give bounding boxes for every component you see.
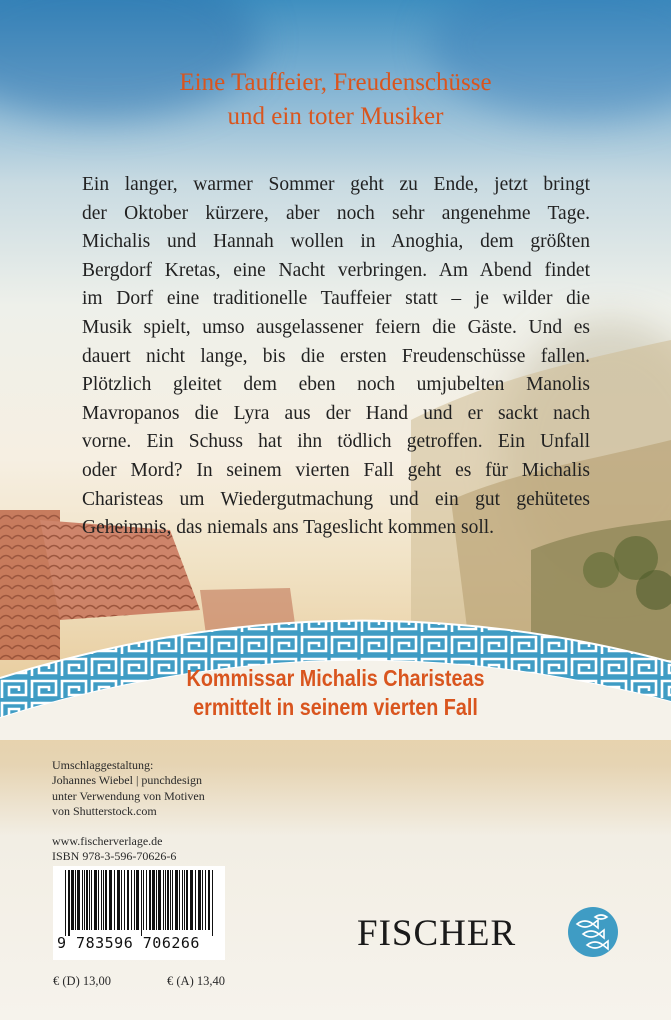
barcode-bar <box>190 870 193 930</box>
blurb-line: Mavropanos die Lyra aus der Hand und er sackt nach <box>82 402 590 424</box>
barcode-bar <box>179 870 180 930</box>
barcode-bar <box>75 870 76 930</box>
blurb-line: Musik spielt, umso ausgelassener feiern die Gäste. Und es <box>82 316 590 338</box>
barcode-bar <box>77 870 80 930</box>
barcode-bar <box>186 870 188 930</box>
barcode-bar <box>109 870 112 930</box>
barcode-bar <box>184 870 185 930</box>
barcode-bar <box>158 870 161 930</box>
fish-logo-icon <box>567 906 619 958</box>
barcode-bar <box>89 870 90 930</box>
blurb-line: dauert nicht lange, bis die ersten Freudenschüsse fallen. <box>82 345 590 367</box>
blurb-line: Plötzlich gleitet dem eben noch umjubelten Manolis <box>82 374 590 396</box>
barcode-bar <box>167 870 169 930</box>
barcode-bar <box>208 870 210 930</box>
barcode-bar <box>143 870 144 930</box>
barcode-bar <box>91 870 92 930</box>
barcode-bar <box>105 870 107 930</box>
barcode-bar <box>170 870 171 930</box>
series-tagline <box>47 664 624 722</box>
barcode-bar <box>149 870 151 930</box>
blurb-line: Michalis und Hannah wollen in Anoghia, dem größten <box>82 231 590 253</box>
headline-line-2: und ein toter Musiker <box>227 103 444 130</box>
barcode-bar <box>82 870 83 930</box>
blurb-line: Bergdorf Kretas, eine Nacht verbringen. Am Abend findet <box>82 259 590 281</box>
headline-line-1: Eine Tauffeier, Freudenschüsse <box>179 69 492 96</box>
barcode-bar <box>71 870 74 930</box>
barcode-bar <box>163 870 164 930</box>
price-row <box>53 974 225 989</box>
blurb-text <box>82 171 590 543</box>
publisher-website: www.fischerverlage.de <box>52 833 163 848</box>
barcode-bar <box>65 870 66 936</box>
barcode-bar <box>121 870 122 930</box>
barcode-bar <box>131 870 132 930</box>
barcode-bar <box>86 870 88 930</box>
barcode-bar <box>202 870 203 930</box>
barcode <box>53 866 225 960</box>
barcode-bar <box>84 870 85 930</box>
barcode-bar <box>175 870 178 930</box>
barcode-bar <box>146 870 147 930</box>
barcode-bar <box>124 870 125 930</box>
barcode-bar <box>165 870 166 930</box>
blurb-line: Charisteas um Wiedergutmachung und ein gut gehütetes <box>82 488 590 510</box>
barcode-bar <box>205 870 206 930</box>
credit-line: Umschlaggestaltung: <box>52 758 154 772</box>
blurb-line: oder Mord? In seinem vierten Fall geht es für Michalis <box>82 459 590 481</box>
headline <box>0 66 671 134</box>
tagline-line-2: ermittelt in seinem vierten Fall <box>193 694 478 720</box>
blurb-line: im Dorf eine traditionelle Tauffeier statt – je wilder die <box>82 288 590 310</box>
blurb-line: vorne. Ein Schuss hat ihn tödlich getroffen. Ein Unfall <box>82 431 590 453</box>
publisher-name: FISCHER <box>357 913 517 954</box>
blurb-line: der Oktober kürzere, aber noch sehr angenehme Tage. <box>82 202 590 224</box>
barcode-bar <box>127 870 129 930</box>
barcode-bar <box>103 870 104 930</box>
barcode-digits: 9 783596 706266 <box>57 934 200 952</box>
credit-line: von Shutterstock.com <box>52 804 157 819</box>
barcode-bar <box>98 870 99 930</box>
barcode-bar <box>152 870 155 930</box>
barcode-bar <box>68 870 70 936</box>
blurb-line: Ein langer, warmer Sommer geht zu Ende, jetzt bringt <box>82 174 590 195</box>
barcode-bars <box>63 870 215 936</box>
barcode-bar <box>182 870 183 930</box>
credit-line: unter Verwendung von Motiven <box>52 788 205 803</box>
price-austria: € (A) 13,40 <box>167 974 225 988</box>
barcode-bar <box>136 870 139 930</box>
price-germany: € (D) 13,00 <box>53 974 111 988</box>
barcode-bar <box>198 870 201 930</box>
barcode-bar <box>141 870 142 936</box>
barcode-bar <box>172 870 173 930</box>
barcode-bar <box>114 870 115 930</box>
tagline-line-1: Kommissar Michalis Charisteas <box>186 665 485 691</box>
barcode-bar <box>195 870 196 930</box>
barcode-bar <box>212 870 213 936</box>
credit-line: Johannes Wiebel | punchdesign <box>52 773 202 788</box>
blurb-line: Geheimnis, das niemals ans Tageslicht kommen soll. <box>82 517 495 539</box>
isbn-text: ISBN 978-3-596-70626-6 <box>52 849 177 864</box>
barcode-bar <box>117 870 120 930</box>
barcode-bar <box>134 870 135 930</box>
barcode-bar <box>101 870 102 930</box>
barcode-bar <box>156 870 157 930</box>
credits-block <box>52 758 352 864</box>
barcode-bar <box>94 870 97 930</box>
